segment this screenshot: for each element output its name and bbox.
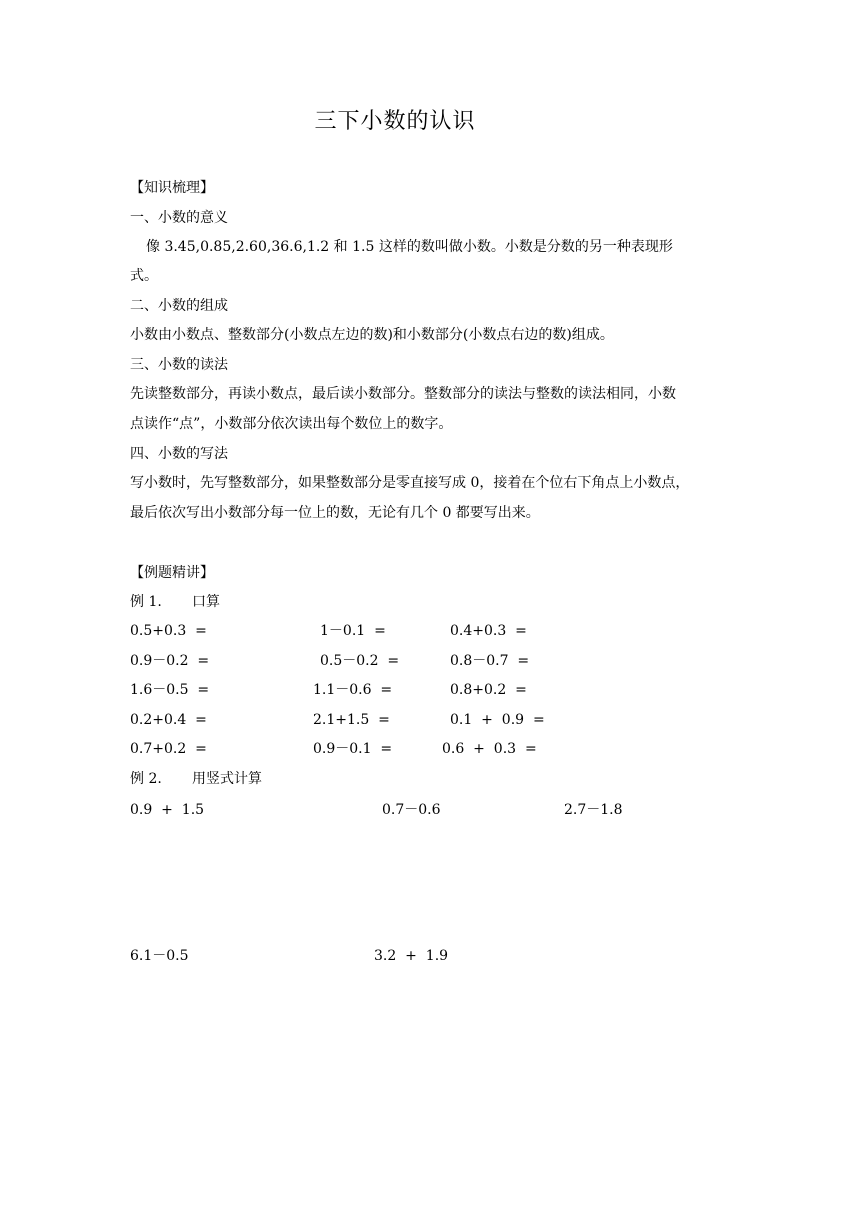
mental-math-r3-c2: 1.1－0.6 = — [313, 682, 393, 698]
section-text-writing-2: 最后依次写出小数部分每一位上的数，无论有几个 0 都要写出来。 — [130, 505, 540, 521]
page-title: 三下小数的认识 — [314, 109, 476, 134]
examples-header: 【例题精讲】 — [130, 565, 214, 581]
mental-math-r1-c1: 0.5+0.3 = — [130, 623, 207, 639]
mental-math-r5-c1: 0.7+0.2 = — [130, 741, 207, 757]
section-heading-writing: 四、小数的写法 — [130, 446, 228, 462]
mental-math-r4-c1: 0.2+0.4 = — [130, 712, 207, 728]
example2-title: 用竖式计算 — [192, 771, 262, 787]
mental-math-r5-c3: 0.6 + 0.3 = — [442, 741, 537, 757]
example2-label: 例 2. — [130, 771, 162, 787]
section-text-composition-1: 小数由小数点、整数部分(小数点左边的数)和小数部分(小数点右边的数)组成。 — [130, 327, 614, 343]
section-heading-composition: 二、小数的组成 — [130, 298, 228, 314]
mental-math-r2-c3: 0.8－0.7 = — [450, 653, 530, 669]
section-text-reading-1: 先读整数部分，再读小数点，最后读小数部分。整数部分的读法与整数的读法相同，小数 — [130, 386, 676, 402]
section-heading-meaning: 一、小数的意义 — [130, 210, 228, 226]
example1-title: 口算 — [192, 594, 220, 610]
mental-math-r1-c2: 1－0.1 = — [320, 623, 386, 639]
mental-math-r4-c3: 0.1 + 0.9 = — [450, 712, 545, 728]
mental-math-r3-c3: 0.8+0.2 = — [450, 682, 527, 698]
section-text-meaning-1: 像 3.45,0.85,2.60,36.6,1.2 和 1.5 这样的数叫做小数。小数是分数的另一种表现形 — [146, 239, 673, 255]
vertical-calc-2: 0.7－0.6 — [382, 802, 441, 818]
mental-math-r2-c1: 0.9－0.2 = — [130, 653, 210, 669]
mental-math-r1-c3: 0.4+0.3 = — [450, 623, 527, 639]
mental-math-r2-c2: 0.5－0.2 = — [320, 653, 400, 669]
vertical-calc-5: 3.2 + 1.9 — [374, 948, 449, 964]
vertical-calc-4: 6.1－0.5 — [130, 948, 189, 964]
section-text-reading-2: 点读作“点”，小数部分依次读出每个数位上的数字。 — [130, 416, 453, 432]
section-text-writing-1: 写小数时，先写整数部分，如果整数部分是零直接写成 0，接着在个位右下角点上小数点， — [130, 475, 690, 491]
example1-label: 例 1. — [130, 594, 162, 610]
vertical-calc-3: 2.7－1.8 — [564, 802, 623, 818]
mental-math-r3-c1: 1.6－0.5 = — [130, 682, 210, 698]
knowledge-header: 【知识梳理】 — [130, 180, 214, 196]
vertical-calc-1: 0.9 + 1.5 — [130, 802, 205, 818]
section-heading-reading: 三、小数的读法 — [130, 357, 228, 373]
section-text-meaning-2: 式。 — [130, 268, 158, 284]
mental-math-r4-c2: 2.1+1.5 = — [313, 712, 390, 728]
mental-math-r5-c2: 0.9－0.1 = — [313, 741, 393, 757]
